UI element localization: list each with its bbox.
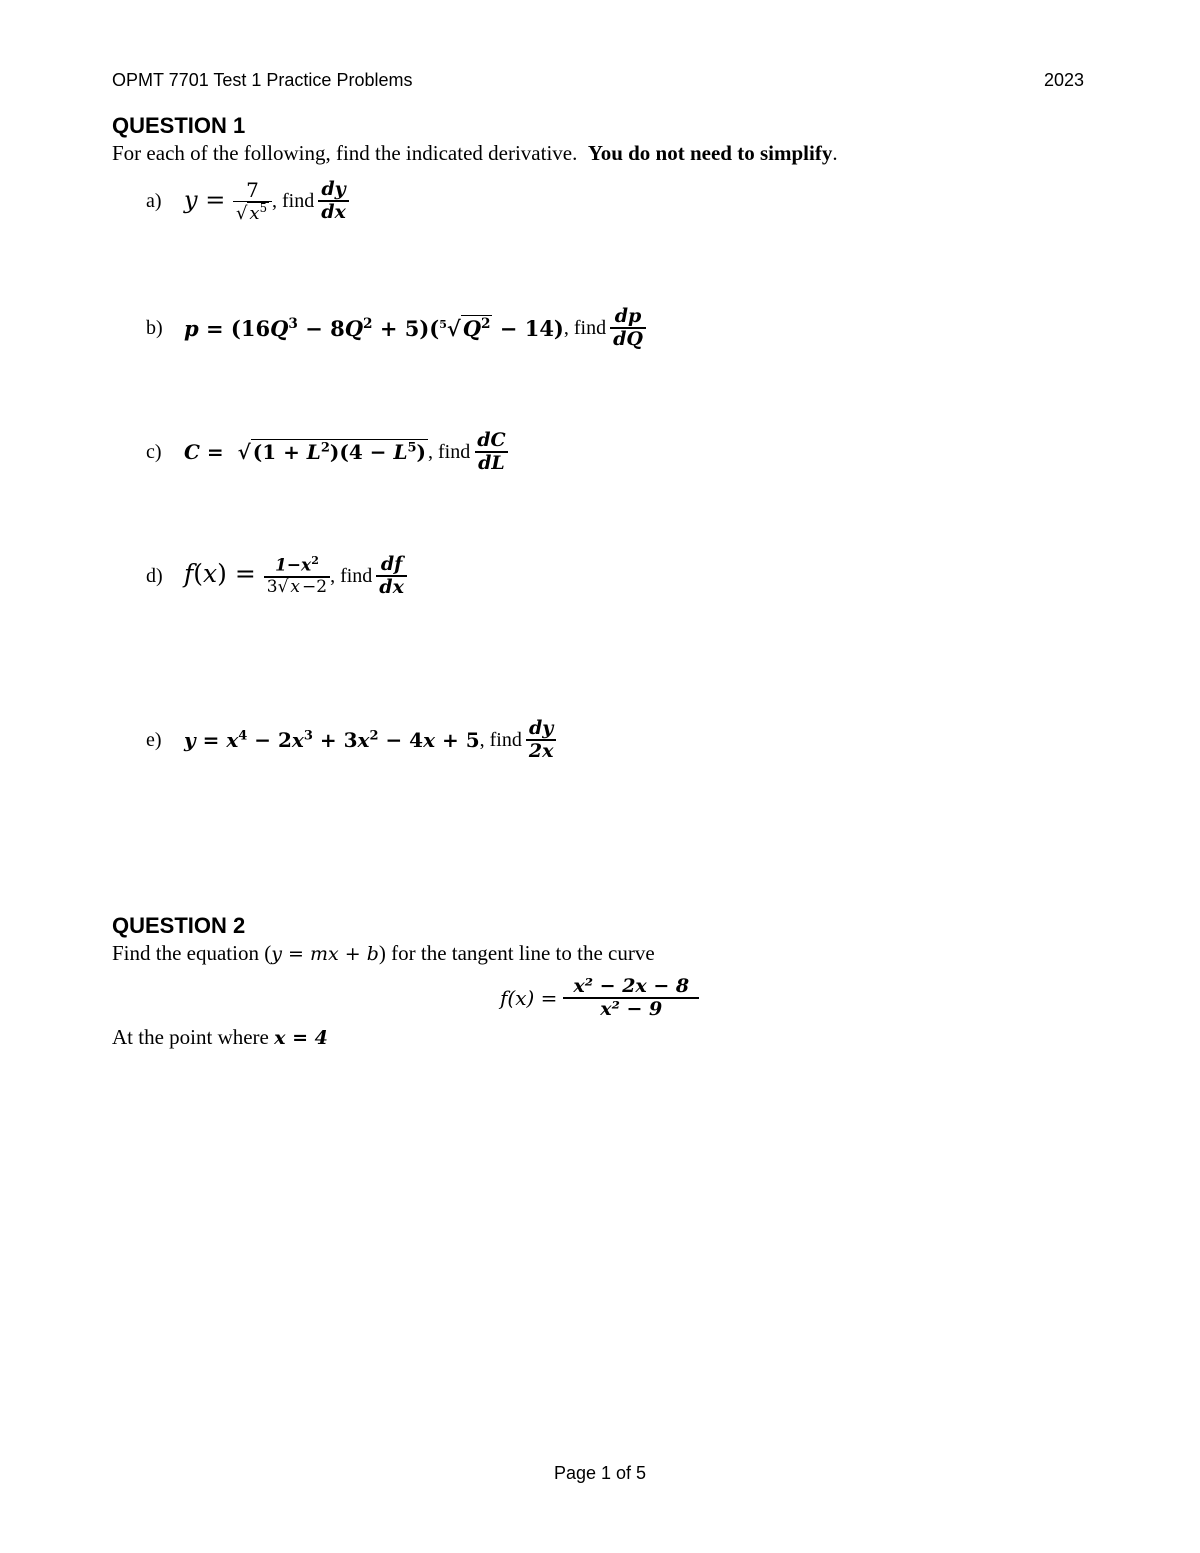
find-word: find	[282, 189, 315, 212]
problem-d-derivative: $\frac{df}{dx}$	[376, 554, 407, 598]
question-2-title: QUESTION 2	[112, 913, 246, 938]
q2-function-lhs: f(x) =	[500, 986, 558, 1010]
find-word: find	[573, 316, 607, 339]
problem-e: e) $y = x^4 - 2x^3 + 3x^2 - 4x + 5$ , find $\frac{dy}{2x}$	[146, 709, 556, 771]
problem-b-derivative: $\frac{dp}{dQ}$	[610, 306, 646, 350]
q2-function-fraction: $\frac{\text{x² − 2x − 8}}{\text{x² − 9}}$	[563, 976, 699, 1020]
problem-d-expression: f(x) = $\frac{1-x^2}{3√ x -2}$	[184, 555, 330, 596]
header-year: 2023	[1043, 70, 1084, 90]
q2-line3-before: At the point where	[112, 1025, 275, 1049]
problem-a-expression: y = $\frac{7}{√ x^5}$	[184, 179, 272, 224]
question-2-function	[500, 968, 699, 1028]
find-word: find	[489, 728, 522, 751]
problem-a-derivative: $\frac{dy}{dx}$	[318, 179, 349, 223]
q2-line1-equation: y = mx + b	[271, 943, 379, 965]
problem-b-expression: $p = (16Q^3 - 8Q^2 + 5)(^5√Q^2 - 14)$	[184, 315, 564, 341]
question-2-line1	[112, 941, 655, 966]
problem-e-label: e)	[146, 728, 162, 751]
question-1-title: QUESTION 1	[112, 113, 246, 138]
problem-c-label: c)	[146, 440, 162, 463]
instruction-end: .	[832, 141, 838, 165]
problem-e-expression: $y = x^4 - 2x^3 + 3x^2 - 4x + 5$	[184, 728, 480, 752]
question-1-instruction	[112, 141, 838, 166]
page-number: Page 1 of 5	[553, 1463, 647, 1483]
problem-b-label: b)	[146, 316, 163, 339]
instruction-bold: You do not need to simplify	[587, 141, 833, 165]
problem-a-label: a)	[146, 189, 162, 212]
problem-d: d) f(x) = $\frac{1-x^2}{3√ x -2}$ , find $\frac{df}{dx}$	[146, 545, 407, 607]
instruction-text: For each of the following, find the indicated derivative.	[112, 141, 578, 165]
problem-d-label: d)	[146, 564, 163, 587]
q2-line1-after: ) for the tangent line to the curve	[378, 941, 655, 965]
problem-c-derivative: $\frac{dC}{dL}$	[474, 430, 508, 474]
header-title: OPMT 7701 Test 1 Practice Problems	[112, 70, 413, 90]
q2-line1-before: Find the equation (	[112, 941, 272, 965]
problem-e-derivative: $\frac{dy}{2x}$	[526, 718, 557, 762]
problem-c: c) C = √ $(1 + L^2)(4 - L^5)$ , find $\frac{dC}{dL}$	[146, 422, 509, 482]
problem-c-expression: C = √ $(1 + L^2)(4 - L^5)$	[184, 440, 427, 464]
problem-b: b) $p = (16Q^3 - 8Q^2 + 5)(^5√Q^2 - 14)$ , find $\frac{dp}{dQ}$	[146, 298, 646, 358]
find-word: find	[438, 440, 471, 463]
problem-a: a) y = $\frac{7}{√ x^5}$ , find $\frac{dy}{dx}$	[146, 170, 349, 232]
question-2-line3	[112, 1025, 328, 1050]
find-word: find	[340, 564, 373, 587]
q2-line3-equation: x = 4	[274, 1027, 328, 1049]
